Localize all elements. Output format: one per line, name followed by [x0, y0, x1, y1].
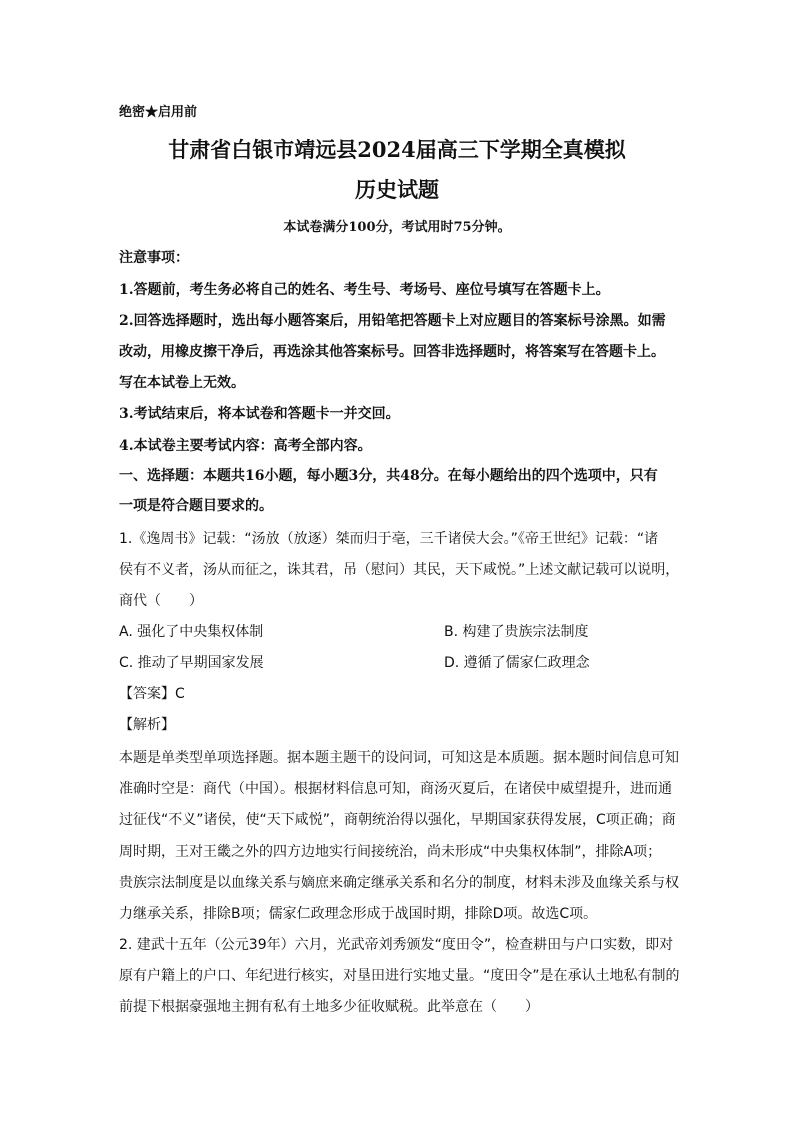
q1-analysis-heading: 【解析】	[119, 717, 175, 733]
q1-analysis-line: 准确时空是：商代（中国）。根据材料信息可知，商汤灭夏后，在诸侯中威望提升，进而通	[119, 781, 672, 797]
question-1-stem: 1.《逸周书》记载：“汤放（放逐）桀而归于亳，三千诸侯大会。”《帝王世纪》记载：“诸	[119, 531, 659, 547]
question-2-stem: 前提下根据豪强地主拥有私有土地多少征收赋税。此举意在（ ）	[119, 999, 539, 1015]
question-1-stem: 商代（ ）	[119, 593, 203, 609]
note-item: 改动，用橡皮擦干净后，再选涂其他答案标号。回答非选择题时，将答案写在答题卡上。	[119, 344, 665, 360]
notes-heading: 注意事项：	[119, 250, 189, 266]
section-heading: 一、选择题：本题共16小题，每小题3分，共48分。在每小题给出的四个选项中，只有	[119, 468, 658, 484]
confidential-label: 绝密★启用前	[119, 105, 198, 120]
note-item: 4.本试卷主要考试内容：高考全部内容。	[119, 438, 372, 454]
q1-option-a: A. 强化了中央集权体制	[119, 624, 264, 640]
note-item: 1.答题前，考生务必将自己的姓名、考生号、考场号、座位号填写在答题卡上。	[119, 282, 610, 298]
question-2-stem: 原有户籍上的户口、年纪进行核实，对垦田进行实地丈量。“度田令”是在承认土地私有制的	[119, 968, 680, 984]
section-heading-cont: 一项是符合题目要求的。	[119, 498, 273, 514]
exam-title: 甘肃省白银市靖远县2024届高三下学期全真模拟	[168, 137, 626, 162]
question-1-stem: 侯有不义者，汤从而征之，诛其君，吊（慰问）其民，天下咸悦。”上述文献记载可以说明，	[119, 562, 680, 578]
note-item: 3.考试结束后，将本试卷和答题卡一并交回。	[119, 406, 400, 422]
q1-answer: 【答案】C	[119, 686, 185, 702]
note-item: 写在本试卷上无效。	[119, 375, 245, 391]
q1-analysis-line: 贵族宗法制度是以血缘关系与嫡庶来确定继承关系和名分的制度，材料未涉及血缘关系与权	[119, 875, 679, 891]
q1-option-c: C. 推动了早期国家发展	[119, 655, 264, 671]
q1-analysis-line: 周时期，王对王畿之外的四方边地实行间接统治，尚未形成“中央集权体制”，排除A项；	[119, 844, 662, 860]
q1-analysis-line: 过征伐“不义”诸侯，使“天下咸悦”，商朝统治得以强化，早期国家获得发展，C项正确；商	[119, 812, 676, 828]
question-2-stem: 2. 建武十五年（公元39年）六月，光武帝刘秀颁发“度田令”，检查耕田与户口实数，即对	[119, 937, 674, 953]
q1-option-d: D. 遵循了儒家仁政理念	[444, 655, 590, 671]
note-item: 2.回答选择题时，选出每小题答案后，用铅笔把答题卡上对应题目的答案标号涂黑。如需	[119, 313, 666, 329]
exam-info: 本试卷满分100分，考试用时75分钟。	[283, 220, 511, 235]
q1-analysis-line: 力继承关系，排除B项；儒家仁政理念形成于战国时期，排除D项。故选C项。	[119, 906, 598, 922]
exam-subject: 历史试题	[355, 177, 439, 202]
q1-option-b: B. 构建了贵族宗法制度	[444, 624, 589, 640]
q1-analysis-line: 本题是单类型单项选择题。据本题主题干的设问词，可知这是本质题。据本题时间信息可知	[119, 750, 679, 766]
